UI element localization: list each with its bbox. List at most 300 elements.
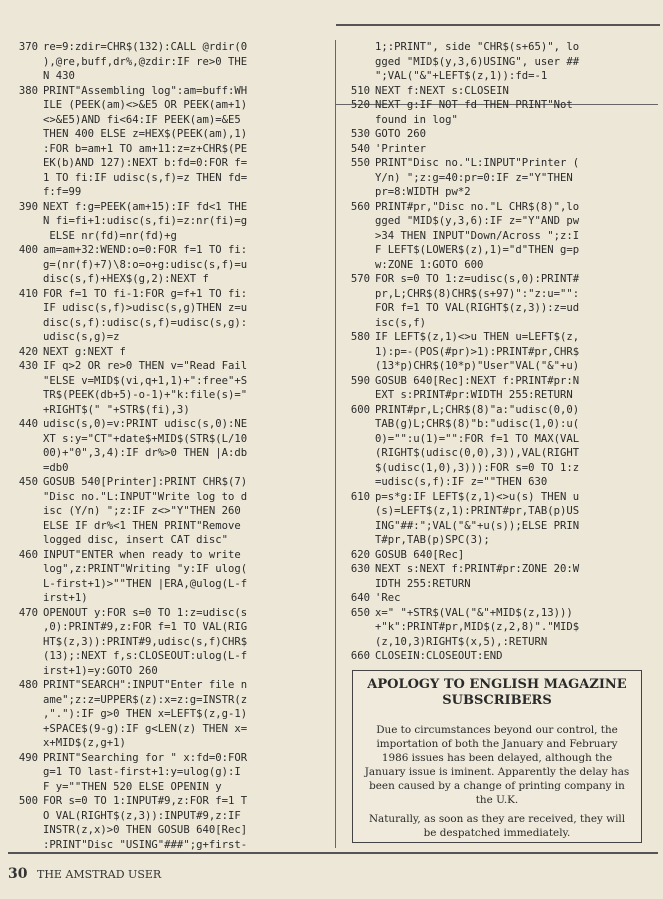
code-text: IF udisc(s,f)>udisc(s,g)THEN z=u xyxy=(43,302,248,314)
line-number xyxy=(340,359,375,374)
code-text: GOSUB 540[Printer]:PRINT CHR$(7) xyxy=(43,476,248,488)
code-line xyxy=(340,345,658,360)
line-number: 500 xyxy=(18,795,38,807)
code-line xyxy=(8,678,331,693)
code-text: (z,10,3)RIGHT$(x,5),:RETURN xyxy=(375,635,548,648)
line-number xyxy=(8,171,43,186)
line-number xyxy=(340,417,375,432)
line-number xyxy=(340,533,375,548)
code-line xyxy=(340,69,658,84)
line-number xyxy=(8,490,43,505)
code-line xyxy=(340,98,658,113)
code-text: Y/n) ";z:g=40:pr=0:IF z="Y"THEN xyxy=(375,171,573,184)
line-number xyxy=(8,577,43,592)
footer-rule xyxy=(8,852,658,854)
code-text: (13*p)CHR$(10*p)"User"VAL("&"+u) xyxy=(375,360,580,372)
line-number xyxy=(8,432,43,447)
code-text: FOR f=1 TO fi-1:FOR g=f+1 TO fi: xyxy=(43,287,248,300)
code-text: GOSUB 640[Rec]:NEXT f:PRINT#pr:N xyxy=(375,374,580,387)
code-text: re=9:zdir=CHR$(132):CALL @rdir(0 xyxy=(43,41,248,53)
line-number: 540 xyxy=(350,142,370,155)
code-line xyxy=(8,156,331,171)
code-line xyxy=(8,548,331,563)
line-number xyxy=(340,461,375,476)
code-line xyxy=(340,504,658,519)
line-number xyxy=(340,388,375,403)
code-text: ame";z:z=UPPER$(z):x=z:g=INSTR(z xyxy=(43,693,248,706)
line-number: 480 xyxy=(18,679,38,691)
code-line xyxy=(340,84,658,99)
line-number xyxy=(340,243,375,258)
line-number xyxy=(8,374,43,389)
line-number xyxy=(8,504,43,519)
line-number xyxy=(8,403,43,418)
notice-paragraph-1: Due to circumstances beyond our control, the importation of both the January and February 1986 issues has been delayed, although the January issue is iminent. Apparently the delay has been caused by a change of printing company in the U.K. xyxy=(364,724,630,806)
line-number xyxy=(340,301,375,316)
code-line xyxy=(340,243,658,258)
code-text: 1 TO fi:IF udisc(s,f)=z THEN fd= xyxy=(43,171,248,184)
code-line xyxy=(8,635,331,650)
code-line xyxy=(340,519,658,534)
code-text: udisc(s,0)=v:PRINT udisc(s,0):NE xyxy=(43,418,248,430)
line-number xyxy=(340,258,375,273)
code-text: <>&E5)AND fi<64:IF PEEK(am)=&E5 xyxy=(43,113,241,126)
line-number: 600 xyxy=(350,403,370,416)
code-line xyxy=(340,287,658,302)
code-text: f:f=99 xyxy=(43,186,82,198)
code-line xyxy=(340,533,658,548)
code-line xyxy=(8,649,331,664)
code-line xyxy=(340,490,658,505)
code-text: isc (Y/n) ";z:IF z<>"Y"THEN 260 xyxy=(43,505,241,517)
code-text: GOSUB 640[Rec] xyxy=(375,548,465,561)
code-text: F LEFT$(LOWER$(z),1)="d"THEN g=p xyxy=(375,244,580,256)
code-line xyxy=(340,620,658,635)
line-number xyxy=(8,316,43,331)
code-text: XT s:y="CT"+date$+MID$(STR$(L/10 xyxy=(43,432,248,445)
code-text: x+MID$(z,g+1) xyxy=(43,737,126,749)
top-rule xyxy=(336,24,660,26)
code-text: gged "MID$(y,3,6)USING", user ## xyxy=(375,55,580,68)
page-footer xyxy=(8,866,161,882)
line-number: 580 xyxy=(350,331,370,343)
code-line xyxy=(8,504,331,519)
code-line xyxy=(8,301,331,316)
code-line xyxy=(8,388,331,403)
code-line xyxy=(8,98,331,113)
line-number xyxy=(8,736,43,751)
code-text: am=am+32:WEND:o=0:FOR f=1 TO fi: xyxy=(43,244,248,256)
line-number: 610 xyxy=(350,490,370,503)
code-line xyxy=(340,40,658,55)
code-text: FOR s=0 TO 1:INPUT#9,z:FOR f=1 T xyxy=(43,795,248,807)
code-line xyxy=(8,69,331,84)
code-line xyxy=(340,359,658,374)
code-line xyxy=(340,301,658,316)
code-text: GOTO 260 xyxy=(375,128,427,140)
code-text: g=(nr(f)+7)\8:o=o+g:udisc(s,f)=u xyxy=(43,258,248,271)
code-line xyxy=(8,127,331,142)
line-number xyxy=(8,649,43,664)
code-line xyxy=(8,838,331,853)
code-line xyxy=(8,55,331,70)
code-text: 1):p=-(POS(#pr)>1):PRINT#pr,CHR$ xyxy=(375,345,580,358)
code-line xyxy=(8,185,331,200)
line-number: 590 xyxy=(350,374,370,387)
line-number xyxy=(8,258,43,273)
line-number xyxy=(8,519,43,534)
line-number xyxy=(340,635,375,650)
code-line xyxy=(8,562,331,577)
line-number: 440 xyxy=(18,418,38,430)
code-text: ,"."):IF g>0 THEN x=LEFT$(z,g-1) xyxy=(43,708,248,720)
line-number xyxy=(8,461,43,476)
code-line xyxy=(8,359,331,374)
column-divider xyxy=(335,40,336,848)
line-number: 460 xyxy=(18,548,38,561)
code-text: pr=8:WIDTH pw*2 xyxy=(375,186,471,198)
code-text: FOR f=1 TO VAL(RIGHT$(z,3)):z=ud xyxy=(375,302,580,314)
line-number xyxy=(340,55,375,70)
code-line xyxy=(340,113,658,128)
code-text: ING"##:";VAL("&"+u(s));ELSE PRIN xyxy=(375,519,580,532)
code-line xyxy=(8,577,331,592)
line-number xyxy=(8,446,43,461)
code-line xyxy=(8,258,331,273)
line-number: 630 xyxy=(350,563,370,575)
code-line xyxy=(8,664,331,679)
code-line xyxy=(8,533,331,548)
page-number: 30 xyxy=(8,866,28,882)
code-line xyxy=(8,229,331,244)
line-number xyxy=(340,432,375,447)
code-line xyxy=(8,446,331,461)
line-number xyxy=(340,113,375,128)
line-number xyxy=(340,214,375,229)
line-number: 420 xyxy=(18,345,38,358)
line-number xyxy=(8,330,43,345)
line-number xyxy=(8,809,43,824)
code-text: (RIGHT$(udisc(0,0),3)),VAL(RIGHT xyxy=(375,447,580,459)
code-line xyxy=(340,316,658,331)
code-text: found in log" xyxy=(375,113,458,126)
notice-title: APOLOGY TO ENGLISH MAGAZINE SUBSCRIBERS xyxy=(367,677,627,708)
code-text: N 430 xyxy=(43,70,75,82)
line-number xyxy=(8,707,43,722)
line-number: 550 xyxy=(350,157,370,169)
code-text: irst+1)=y:GOTO 260 xyxy=(43,664,158,677)
line-number: 510 xyxy=(350,84,370,97)
line-number xyxy=(340,446,375,461)
code-line xyxy=(340,446,658,461)
code-text: CLOSEIN:CLOSEOUT:END xyxy=(375,650,503,662)
code-line xyxy=(340,272,658,287)
code-text: IF q>2 OR re>0 THEN v="Read Fail xyxy=(43,360,248,372)
line-number xyxy=(8,388,43,403)
code-text: (s)=LEFT$(z,1):PRINT#pr,TAB(p)US xyxy=(375,505,580,517)
line-number xyxy=(340,69,375,84)
code-line xyxy=(8,751,331,766)
code-line xyxy=(8,84,331,99)
code-text: EXT s:PRINT#pr:WIDTH 255:RETURN xyxy=(375,389,573,401)
line-number xyxy=(340,504,375,519)
line-number: 400 xyxy=(18,244,38,256)
code-line xyxy=(340,388,658,403)
code-line xyxy=(8,765,331,780)
line-number xyxy=(8,533,43,548)
line-number: 560 xyxy=(350,200,370,213)
code-text: g=1 TO last-first+1:y=ulog(g):I xyxy=(43,766,241,778)
line-number xyxy=(8,214,43,229)
code-line xyxy=(8,432,331,447)
code-text: pr,L;CHR$(8)CHR$(s+97)":"z:u="": xyxy=(375,287,580,300)
code-line xyxy=(8,461,331,476)
line-number: 530 xyxy=(350,128,370,140)
code-text: x=" "+STR$(VAL("&"+MID$(z,13))) xyxy=(375,606,573,619)
code-line xyxy=(8,475,331,490)
line-number xyxy=(8,591,43,606)
code-line xyxy=(8,113,331,128)
code-text: T#pr,TAB(p)SPC(3); xyxy=(375,534,490,546)
line-number xyxy=(8,98,43,113)
code-line xyxy=(340,548,658,563)
code-text: L-first+1)>""THEN |ERA,@ulog(L-f xyxy=(43,577,248,590)
code-line xyxy=(8,809,331,824)
code-text: PRINT#pr,L;CHR$(8)"a:"udisc(0,0) xyxy=(375,403,580,416)
line-number xyxy=(8,635,43,650)
code-text: O VAL(RIGHT$(z,3)):INPUT#9,z:IF xyxy=(43,809,241,822)
code-line xyxy=(8,243,331,258)
line-number xyxy=(8,562,43,577)
code-text: +SPACE$(9-g):IF g<LEN(z) THEN x= xyxy=(43,722,248,735)
line-number: 470 xyxy=(18,606,38,619)
code-line xyxy=(340,606,658,621)
code-line xyxy=(8,490,331,505)
code-text: ILE (PEEK(am)<>&E5 OR PEEK(am+1) xyxy=(43,99,248,111)
code-line xyxy=(8,287,331,302)
code-line xyxy=(8,200,331,215)
code-line xyxy=(8,591,331,606)
line-number xyxy=(340,287,375,302)
code-text: ";VAL("&"+LEFT$(z,1)):fd=-1 xyxy=(375,70,548,82)
line-number xyxy=(340,40,375,55)
code-text: THEN 400 ELSE z=HEX$(PEEK(am),1) xyxy=(43,128,248,140)
code-line xyxy=(8,272,331,287)
code-text: disc(s,f):udisc(s,f)=udisc(s,g): xyxy=(43,316,248,329)
code-line xyxy=(8,707,331,722)
code-text: NEXT f:g=PEEK(am+15):IF fd<1 THE xyxy=(43,200,248,213)
code-line xyxy=(8,374,331,389)
code-line xyxy=(8,722,331,737)
line-number: 520 xyxy=(350,99,370,111)
code-line xyxy=(8,620,331,635)
line-number xyxy=(8,722,43,737)
code-text: PRINT#pr,"Disc no."L CHR$(8)",lo xyxy=(375,200,580,213)
right-code-column xyxy=(340,40,658,664)
line-number xyxy=(340,620,375,635)
line-number xyxy=(340,577,375,592)
code-text: ),@re,buff,dr%,@zdir:IF re>0 THE xyxy=(43,55,248,68)
code-text: w:ZONE 1:GOTO 600 xyxy=(375,258,484,271)
code-line xyxy=(8,171,331,186)
line-number: 370 xyxy=(18,41,38,53)
code-line xyxy=(340,649,658,664)
code-text: NEXT s:NEXT f:PRINT#pr:ZONE 20:W xyxy=(375,563,580,575)
line-number xyxy=(340,475,375,490)
code-line xyxy=(8,214,331,229)
code-line xyxy=(8,606,331,621)
line-number xyxy=(8,142,43,157)
code-text: udisc(s,g)=z xyxy=(43,331,120,343)
code-line xyxy=(340,562,658,577)
code-text: 'Rec xyxy=(375,592,401,604)
code-text: N fi=fi+1:udisc(s,fi)=z:nr(fi)=g xyxy=(43,215,248,227)
code-text: log",z:PRINT"Writing "y:IF ulog( xyxy=(43,563,248,575)
code-text: PRINT"Assembling log":am=buff:WH xyxy=(43,84,248,97)
code-text: "ELSE v=MID$(vi,q+1,1)+":free"+S xyxy=(43,374,248,387)
code-text: =udisc(s,f):IF z=""THEN 630 xyxy=(375,476,548,488)
code-text: TAB(g)L;CHR$(8)"b:"udisc(1,0):u( xyxy=(375,418,580,430)
code-line xyxy=(8,794,331,809)
code-line xyxy=(340,475,658,490)
line-number: 430 xyxy=(18,360,38,372)
code-text: 0)="":u(1)="":FOR f=1 TO MAX(VAL xyxy=(375,432,580,445)
code-line xyxy=(340,229,658,244)
line-number: 650 xyxy=(350,606,370,619)
code-line xyxy=(8,693,331,708)
code-line xyxy=(340,127,658,142)
code-text: ,0):PRINT#9,z:FOR f=1 TO VAL(RIG xyxy=(43,621,248,633)
code-text: NEXT g:NEXT f xyxy=(43,345,126,358)
code-text: 1;:PRINT", side "CHR$(s+65)", lo xyxy=(375,41,580,53)
code-line xyxy=(8,403,331,418)
code-line xyxy=(8,519,331,534)
code-line xyxy=(340,185,658,200)
line-number xyxy=(340,345,375,360)
code-text: 'Printer xyxy=(375,142,427,155)
code-text: HT$(z,3)):PRINT#9,udisc(s,f)CHR$ xyxy=(43,635,248,648)
code-line xyxy=(8,330,331,345)
code-text: NEXT g:IF NOT fd THEN PRINT"Not xyxy=(375,99,573,111)
publication-name: THE AMSTRAD USER xyxy=(36,868,162,881)
code-text: irst+1) xyxy=(43,592,88,604)
line-number xyxy=(8,301,43,316)
code-line xyxy=(8,417,331,432)
code-line xyxy=(340,461,658,476)
code-line xyxy=(8,780,331,795)
code-text: INSTR(z,x)>0 THEN GOSUB 640[Rec] xyxy=(43,824,248,836)
code-text: +RIGHT$(" "+STR$(fi),3) xyxy=(43,403,190,416)
code-line xyxy=(8,736,331,751)
code-line xyxy=(340,142,658,157)
line-number xyxy=(340,316,375,331)
code-line xyxy=(340,417,658,432)
left-code-column xyxy=(8,40,331,852)
code-line xyxy=(340,171,658,186)
code-text: (13);:NEXT f,s:CLOSEOUT:ulog(L-f xyxy=(43,650,248,662)
line-number xyxy=(8,664,43,679)
line-number xyxy=(8,272,43,287)
code-text: :FOR b=am+1 TO am+11:z=z+CHR$(PE xyxy=(43,142,248,155)
code-line xyxy=(340,55,658,70)
line-number: 380 xyxy=(18,84,38,97)
code-text: :PRINT"Disc "USING"###";g+first- xyxy=(43,838,248,851)
code-text: IDTH 255:RETURN xyxy=(375,577,471,590)
code-text: ELSE nr(fd)=nr(fd)+g xyxy=(43,229,177,242)
line-number xyxy=(8,693,43,708)
line-number: 490 xyxy=(18,751,38,764)
code-text: F y=""THEN 520 ELSE OPENIN y xyxy=(43,780,222,793)
code-text: EK(b)AND 127):NEXT b:fd=0:FOR f= xyxy=(43,157,248,169)
code-text: >34 THEN INPUT"Down/Across ";z:I xyxy=(375,229,580,242)
code-text: TR$(PEEK(db+5)-o-1)+"k:file(s)=" xyxy=(43,389,248,401)
code-text: 00)+"0",3,4):IF dr%>0 THEN |A:db xyxy=(43,447,248,459)
code-text: disc(s,f)+HEX$(g,2):NEXT f xyxy=(43,273,209,285)
code-line xyxy=(340,432,658,447)
code-text: ELSE IF dr%<1 THEN PRINT"Remove xyxy=(43,519,241,532)
code-line xyxy=(8,142,331,157)
code-text: PRINT"Disc no."L:INPUT"Printer ( xyxy=(375,157,580,169)
code-line xyxy=(340,214,658,229)
code-text: PRINT"SEARCH":INPUT"Enter file n xyxy=(43,679,248,691)
line-number: 620 xyxy=(350,548,370,561)
code-line xyxy=(340,635,658,650)
code-text: =db0 xyxy=(43,461,69,474)
line-number xyxy=(340,185,375,200)
code-line xyxy=(340,577,658,592)
line-number xyxy=(8,823,43,838)
code-text: OPENOUT y:FOR s=0 TO 1:z=udisc(s xyxy=(43,606,248,619)
code-text: IF LEFT$(z,1)<>u THEN u=LEFT$(z, xyxy=(375,331,580,343)
code-text: p=s*g:IF LEFT$(z,1)<>u(s) THEN u xyxy=(375,490,580,503)
code-text: $(udisc(1,0),3))):FOR s=0 TO 1:z xyxy=(375,461,580,474)
notice-paragraph-2: Naturally, as soon as they are received, they will be despatched immediately. xyxy=(368,813,626,839)
code-line xyxy=(340,200,658,215)
line-number xyxy=(340,519,375,534)
code-line xyxy=(340,258,658,273)
code-text: NEXT f:NEXT s:CLOSEIN xyxy=(375,84,509,97)
code-text: FOR s=0 TO 1:z=udisc(s,0):PRINT# xyxy=(375,273,580,285)
line-number xyxy=(8,156,43,171)
line-number xyxy=(8,780,43,795)
code-text: +"k":PRINT#pr,MID$(z,2,8)"."MID$ xyxy=(375,621,580,633)
code-line xyxy=(8,40,331,55)
line-number: 450 xyxy=(18,476,38,488)
line-number: 570 xyxy=(350,273,370,285)
line-number xyxy=(8,765,43,780)
code-line xyxy=(340,330,658,345)
line-number xyxy=(8,113,43,128)
code-line xyxy=(8,823,331,838)
line-number: 410 xyxy=(18,287,38,300)
code-line xyxy=(8,316,331,331)
line-number xyxy=(340,229,375,244)
line-number xyxy=(8,838,43,853)
code-text: INPUT"ENTER when ready to write xyxy=(43,548,241,561)
line-number: 640 xyxy=(350,592,370,604)
code-line xyxy=(340,591,658,606)
apology-notice xyxy=(352,670,642,843)
code-line xyxy=(340,156,658,171)
line-number xyxy=(8,69,43,84)
code-line xyxy=(8,345,331,360)
code-text: logged disc, insert CAT disc" xyxy=(43,534,228,546)
code-text: "Disc no."L:INPUT"Write log to d xyxy=(43,490,248,503)
line-number xyxy=(8,55,43,70)
code-line xyxy=(340,374,658,389)
code-text: isc(s,f) xyxy=(375,316,427,329)
line-number xyxy=(8,229,43,244)
